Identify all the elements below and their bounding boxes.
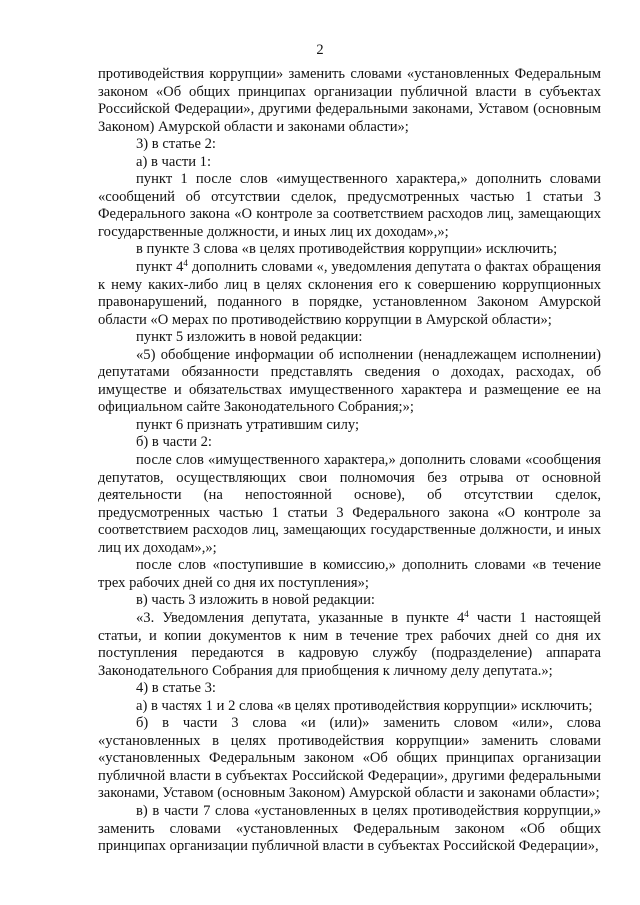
paragraph-text: части 1 настоящей статьи, и копии документов к ним в течение трех рабочих дней со дня их поступления передаются в кадровую службу (подразделение) аппарата Законодательного Собрания для приобщения к личному делу депутата.»;: [98, 609, 601, 679]
paragraph: после слов «поступившие в комиссию,» дополнить словами «в течение трех рабочих дней со дня их поступления»;: [98, 557, 601, 591]
superscript: 4: [464, 608, 469, 619]
paragraph: а) в частях 1 и 2 слова «в целях противодействия коррупции» исключить;: [136, 697, 593, 714]
paragraph: пункт 5 изложить в новой редакции:: [136, 329, 363, 346]
paragraph-text: дополнить словами «, уведомления депутата о фактах обращения к нему каких-либо лиц в целях склонения его к совершению коррупционных правонарушений, поданного в порядке, установленном Законом Амурской области «О мерах по противодействию коррупции в Амурской области»;: [98, 259, 601, 328]
paragraph: противодействия коррупции» заменить словами «установленных Федеральным законом «Об общих принципах организации публичной власти в субъектах Российской Федерации», другими федеральными законами, Уставом (основным Законом) Амурской области и законами области»;: [98, 66, 601, 135]
paragraph: пункт 1 после слов «имущественного характера,» дополнить словами «сообщений об отсутствии сделок, предусмотренных частью 1 статьи 3 Федерального закона «О контроле за соответствием расходов лиц, замещающих государственные должности, и иных лиц их доходам»,»;: [98, 171, 601, 240]
paragraph: «5) обобщение информации об исполнении (ненадлежащем исполнении) депутатами обязанности представлять сведения о доходах, расходах, об имуществе и обязательствах имущественного характера и размещение ее на официальном сайте Законодательного Собрания;»;: [98, 346, 601, 416]
paragraph: в) в части 7 слова «установленных в целях противодействия коррупции,» заменить словами «установленных Федеральным законом «Об общих принципах организации публичной власти в субъектах Российской Федерации»,: [98, 802, 601, 855]
paragraph: б) в части 3 слова «и (или)» заменить словом «или», слова «установленных в целях противодействия коррупции» заменить словами «установленных Федеральным законом «Об общих принципах организации публичной власти в субъектах Российской Федерации», другими федеральными законами, Уставом (основным Законом) Амурской области и законами области»;: [98, 715, 601, 802]
paragraph: в) часть 3 изложить в новой редакции:: [136, 592, 375, 609]
paragraph: а) в части 1:: [136, 153, 212, 170]
superscript: 4: [183, 258, 188, 269]
paragraph: 3) в статье 2:: [136, 136, 216, 153]
paragraph: 4) в статье 3:: [136, 680, 216, 697]
page-number: 2: [316, 42, 324, 58]
paragraph: после слов «имущественного характера,» дополнить словами «сообщения депутатов, осуществляющих свои полномочия без отрыва от основной деятельности (на непостоянной основе), об отсутствии сделок, предусмотренных частью 1 статьи 3 Федерального закона «О контроле за соответствием расходов лиц, замещающих государственные должности, и иных лиц их доходам»,»;: [98, 452, 601, 556]
paragraph: [98, 259, 601, 329]
paragraph: в пункте 3 слова «в целях противодействия коррупции» исключить;: [136, 241, 558, 258]
paragraph-text: пункт 4: [136, 259, 184, 276]
paragraph: б) в части 2:: [136, 434, 212, 451]
document-body: [98, 66, 601, 856]
paragraph-text: «3. Уведомления депутата, указанные в пункте 4: [136, 609, 465, 626]
paragraph: [98, 610, 601, 680]
paragraph: пункт 6 признать утратившим силу;: [136, 416, 360, 433]
